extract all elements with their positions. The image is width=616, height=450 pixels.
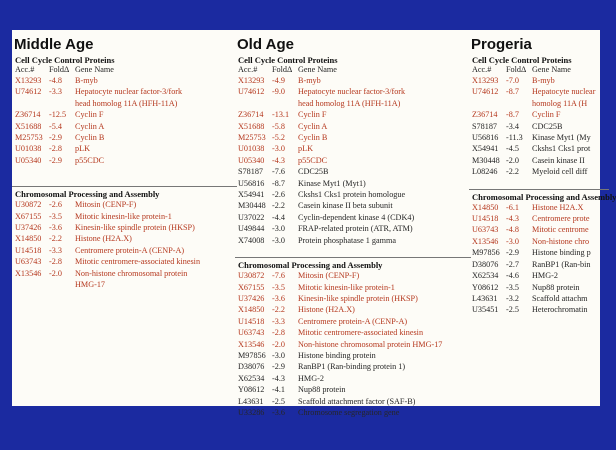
- table-row: [235, 293, 471, 304]
- accession-cell: L08246: [472, 167, 498, 177]
- table-row: [12, 211, 237, 222]
- fold-change-cell: -2.7: [506, 259, 519, 269]
- header-gene: Gene Name: [75, 65, 114, 74]
- table-row: [235, 109, 471, 120]
- accession-cell: U05340: [238, 155, 265, 165]
- fold-change-cell: -3.0: [272, 235, 285, 245]
- gene-name-cell: Centromere protein-A (CENP-A): [298, 316, 408, 326]
- accession-cell: X14850: [238, 305, 265, 315]
- accession-cell: X51688: [15, 121, 42, 131]
- gene-name-cell: p55CDC: [75, 155, 105, 165]
- fold-change-cell: -9.0: [272, 87, 285, 97]
- table-row: [469, 121, 609, 132]
- accession-cell: X13293: [472, 76, 499, 85]
- accession-cell: U01038: [238, 144, 265, 154]
- accession-cell: D38076: [472, 259, 499, 269]
- fold-change-cell: -3.5: [49, 211, 62, 221]
- fold-change-cell: -8.7: [506, 87, 519, 97]
- gene-name-cell: Mitosin (CENP-F): [75, 200, 137, 210]
- gene-name-cell: Hepatocyte nuclear: [532, 87, 596, 97]
- table-row: [12, 98, 237, 109]
- section-title-cell-cycle: Cell Cycle Control Proteins: [238, 55, 338, 65]
- accession-cell: M25753: [15, 133, 43, 143]
- table-row: [469, 224, 609, 235]
- fold-change-cell: -4.1: [272, 385, 285, 395]
- accession-cell: U56816: [472, 133, 499, 143]
- column-title: Middle Age: [14, 36, 94, 53]
- fold-change-cell: -4.3: [272, 373, 285, 383]
- fold-change-cell: [49, 98, 75, 109]
- table-row: [235, 304, 471, 315]
- gene-name-cell: Histone binding protein: [298, 350, 376, 360]
- gene-name-cell: Cyclin-dependent kinase 4 (CDK4): [298, 212, 415, 222]
- section-title-chromosomal: Chromosomal Processing and Assembly: [472, 191, 616, 202]
- table-row: [469, 166, 609, 177]
- gene-name-cell: p55CDC: [298, 155, 328, 165]
- gene-name-cell: head homolog 11A (HFH-11A): [75, 98, 178, 108]
- accession-cell: X13546: [238, 339, 265, 349]
- gene-name-cell: Scaffold attachm: [532, 293, 588, 303]
- table-row: [235, 86, 471, 97]
- accession-cell: X14850: [15, 234, 42, 244]
- gene-name-cell: pLK: [298, 144, 314, 154]
- table-row: [469, 202, 609, 213]
- table-row: [235, 166, 471, 177]
- accession-cell: X54941: [238, 190, 265, 200]
- divider: [12, 186, 237, 187]
- progeria-column: [469, 30, 616, 316]
- accession-cell: X13293: [15, 76, 42, 85]
- accession-cell: U74612: [15, 87, 42, 97]
- gene-name-cell: Hepatocyte nuclear factor-3/fork: [298, 87, 406, 97]
- table-header: [12, 65, 237, 75]
- fold-change-cell: -4.8: [49, 76, 62, 85]
- table-row: [469, 293, 609, 304]
- table-row: [12, 121, 237, 132]
- fold-change-cell: -3.3: [272, 316, 285, 326]
- divider: [469, 189, 609, 190]
- table-row: [235, 178, 471, 189]
- accession-cell: X62534: [472, 271, 499, 281]
- fold-change-cell: -3.6: [272, 293, 285, 303]
- gene-name-cell: Kinase Myt1 (My: [532, 133, 591, 143]
- fold-change-cell: -2.6: [272, 190, 285, 200]
- table-row: [12, 199, 237, 210]
- accession-cell: U63743: [238, 328, 265, 338]
- table-row: [235, 132, 471, 143]
- table-row: [12, 132, 237, 143]
- table-row: [235, 316, 471, 327]
- section-title-chromosomal: Chromosomal Processing and Assembly: [15, 189, 160, 200]
- column-title: Progeria: [471, 36, 532, 53]
- accession-cell: U14518: [472, 214, 499, 224]
- table-row: [235, 75, 471, 86]
- fold-change-cell: -2.0: [506, 155, 519, 165]
- gene-name-cell: Nup88 protein: [298, 385, 346, 395]
- accession-cell: M30448: [472, 155, 500, 165]
- table-row: [469, 213, 609, 224]
- fold-change-cell: -7.0: [506, 76, 519, 85]
- table-row: [469, 155, 609, 166]
- accession-cell: U37426: [238, 293, 265, 303]
- divider: [235, 257, 471, 258]
- table-row: [469, 236, 609, 247]
- gene-name-cell: Mitotic kinesin-like protein-1: [298, 282, 395, 292]
- fold-change-cell: -2.2: [49, 234, 62, 244]
- fold-change-cell: -3.0: [272, 350, 285, 360]
- table-row: [235, 361, 471, 372]
- table-row: [12, 75, 237, 86]
- header-fold: FoldΔ: [49, 65, 70, 74]
- fold-change-cell: -3.0: [272, 224, 285, 234]
- fold-change-cell: -4.5: [506, 144, 519, 154]
- accession-cell: U05340: [15, 155, 42, 165]
- gene-name-cell: Chromosome segregation gene: [298, 407, 400, 417]
- fold-change-cell: -5.4: [49, 121, 62, 131]
- gene-name-cell: Histone (H2A.X): [75, 234, 132, 244]
- accession-cell: X51688: [238, 121, 265, 131]
- gene-name-cell: Histone H2A.X: [532, 202, 584, 212]
- accession-cell: U35451: [472, 305, 499, 315]
- accession-cell: U74612: [238, 87, 265, 97]
- fold-change-cell: -2.2: [506, 167, 519, 177]
- table-row: [235, 373, 471, 384]
- chromosomal-rows: [235, 270, 471, 418]
- header-fold: FoldΔ: [272, 65, 293, 74]
- table-row: [469, 86, 609, 97]
- gene-name-cell: B-myb: [298, 76, 321, 85]
- accession-cell: D38076: [238, 362, 265, 372]
- accession-cell: U37426: [15, 223, 42, 233]
- fold-change-cell: -2.2: [272, 201, 285, 211]
- header-gene: Gene Name: [532, 65, 571, 74]
- gene-name-cell: CDC25B: [298, 167, 329, 177]
- gene-name-cell: Kinase Myt1 (Myt1): [298, 178, 366, 188]
- gene-name-cell: Non-histone chro: [532, 236, 590, 246]
- fold-change-cell: -2.9: [49, 155, 62, 165]
- fold-change-cell: [49, 279, 75, 290]
- fold-change-cell: -7.6: [272, 167, 285, 177]
- fold-change-cell: -3.2: [506, 293, 519, 303]
- column-title: Old Age: [237, 36, 294, 53]
- gene-name-cell: FRAP-related protein (ATR, ATM): [298, 224, 413, 234]
- table-row: [235, 212, 471, 223]
- accession-cell: U30872: [15, 200, 42, 210]
- fold-change-cell: -12.5: [49, 110, 67, 120]
- fold-change-cell: -4.6: [506, 271, 519, 281]
- chromosomal-rows: [12, 199, 237, 290]
- table-row: [12, 233, 237, 244]
- header-gene: Gene Name: [298, 65, 337, 74]
- gene-name-cell: Mitosin (CENP-F): [298, 271, 360, 281]
- header-acc: Acc.#: [472, 65, 492, 74]
- fold-change-cell: -7.6: [272, 271, 285, 281]
- section-title-chromosomal: Chromosomal Processing and Assembly: [238, 260, 383, 271]
- table-row: [12, 268, 237, 279]
- fold-change-cell: -3.4: [506, 121, 519, 131]
- table-row: [469, 247, 609, 258]
- table-row: [235, 339, 471, 350]
- table-row: [235, 235, 471, 246]
- accession-cell: M30448: [238, 201, 266, 211]
- fold-change-cell: -4.4: [272, 212, 285, 222]
- accession-cell: U30872: [238, 271, 265, 281]
- table-row: [235, 155, 471, 166]
- accession-cell: Z36714: [15, 110, 41, 120]
- table-row: [12, 222, 237, 233]
- fold-change-cell: -2.9: [506, 248, 519, 258]
- gene-name-cell: Cyclin B: [75, 133, 105, 143]
- table-row: [469, 132, 609, 143]
- table-row: [235, 396, 471, 407]
- gene-name-cell: Cyclin A: [75, 121, 105, 131]
- fold-change-cell: [272, 98, 298, 109]
- table-row: [12, 109, 237, 120]
- gene-name-cell: Ckshs1 Cks1 prot: [532, 144, 591, 154]
- accession-cell: X62534: [238, 373, 265, 383]
- table-row: [12, 256, 237, 267]
- fold-change-cell: [506, 98, 532, 109]
- accession-cell: U56816: [238, 178, 265, 188]
- table-row: [469, 75, 609, 86]
- gene-name-cell: Cyclin F: [298, 110, 327, 120]
- accession-cell: S78187: [238, 167, 264, 177]
- accession-cell: [472, 98, 506, 109]
- header-fold: FoldΔ: [506, 65, 527, 74]
- table-header: [469, 65, 609, 75]
- table-row: [469, 98, 609, 109]
- fold-change-cell: -3.5: [272, 282, 285, 292]
- table-row: [235, 282, 471, 293]
- fold-change-cell: -2.8: [49, 257, 62, 267]
- fold-change-cell: -3.6: [272, 407, 285, 417]
- accession-cell: M97856: [472, 248, 500, 258]
- table-row: [235, 327, 471, 338]
- accession-cell: [238, 98, 272, 109]
- table-row: [235, 270, 471, 281]
- gene-name-cell: Non-histone chromosomal protein: [75, 268, 188, 278]
- table-row: [235, 200, 471, 211]
- accession-cell: U01038: [15, 144, 42, 154]
- accession-cell: Z36714: [472, 110, 498, 120]
- fold-change-cell: -4.3: [272, 155, 285, 165]
- fold-change-cell: -3.3: [49, 245, 62, 255]
- table-row: [469, 270, 609, 281]
- fold-change-cell: -3.3: [49, 87, 62, 97]
- gene-name-cell: Histone (H2A.X): [298, 305, 355, 315]
- gene-name-cell: B-myb: [532, 76, 555, 85]
- fold-change-cell: -4.8: [506, 225, 519, 235]
- fold-change-cell: -2.2: [272, 305, 285, 315]
- accession-cell: X13546: [15, 268, 42, 278]
- fold-change-cell: -2.9: [272, 362, 285, 372]
- accession-cell: S78187: [472, 121, 498, 131]
- gene-name-cell: Cyclin F: [532, 110, 561, 120]
- cell-cycle-rows: [469, 75, 609, 178]
- middle-age-column: [12, 30, 237, 291]
- accession-cell: U63743: [15, 257, 42, 267]
- old-age-column: [235, 30, 471, 418]
- gene-name-cell: head homolog 11A (HFH-11A): [298, 98, 401, 108]
- table-row: [235, 143, 471, 154]
- gene-name-cell: Ckshs1 Cks1 protein homologue: [298, 190, 406, 200]
- gene-name-cell: Hepatocyte nuclear factor-3/fork: [75, 87, 183, 97]
- table-row: [12, 279, 237, 290]
- section-title-cell-cycle: Cell Cycle Control Proteins: [15, 55, 115, 65]
- fold-change-cell: -3.0: [506, 236, 519, 246]
- header-acc: Acc.#: [15, 65, 35, 74]
- table-row: [12, 86, 237, 97]
- gene-name-cell: Nup88 protein: [532, 282, 580, 292]
- gene-name-cell: Centromere protein-A (CENP-A): [75, 245, 185, 255]
- gene-name-cell: HMG-2: [532, 271, 558, 281]
- gene-name-cell: Protein phosphatase 1 gamma: [298, 235, 397, 245]
- table-header: [235, 65, 471, 75]
- table-row: [235, 121, 471, 132]
- gene-name-cell: Histone binding p: [532, 248, 591, 258]
- fold-change-cell: -2.9: [49, 133, 62, 143]
- accession-cell: X74008: [238, 235, 265, 245]
- fold-change-cell: -2.0: [272, 339, 285, 349]
- table-row: [12, 245, 237, 256]
- gene-name-cell: Heterochromatin: [532, 305, 588, 315]
- table-row: [12, 143, 237, 154]
- gene-name-cell: Non-histone chromosomal protein HMG-17: [298, 339, 443, 349]
- accession-cell: U63743: [472, 225, 499, 235]
- accession-cell: M97856: [238, 350, 266, 360]
- accession-cell: X67155: [238, 282, 265, 292]
- fold-change-cell: -11.3: [506, 133, 523, 143]
- gene-name-cell: Mitotic kinesin-like protein-1: [75, 211, 172, 221]
- table-row: [235, 189, 471, 200]
- gene-name-cell: Mitotic centromere-associated kinesin: [298, 328, 424, 338]
- fold-change-cell: -3.5: [506, 282, 519, 292]
- accession-cell: [15, 98, 49, 109]
- table-row: [235, 223, 471, 234]
- fold-change-cell: -13.1: [272, 110, 290, 120]
- accession-cell: U33286: [238, 407, 265, 417]
- accession-cell: L43631: [472, 293, 498, 303]
- gene-name-cell: Mitotic centrome: [532, 225, 589, 235]
- accession-cell: X13293: [238, 76, 265, 85]
- table-row: [469, 282, 609, 293]
- gene-name-cell: Scaffold attachment factor (SAF-B): [298, 396, 416, 406]
- fold-change-cell: -8.7: [506, 110, 519, 120]
- accession-cell: Z36714: [238, 110, 264, 120]
- gene-name-cell: Kinesin-like spindle protein (HKSP): [75, 223, 195, 233]
- gene-name-cell: CDC25B: [532, 121, 563, 131]
- fold-change-cell: -5.8: [272, 121, 285, 131]
- table-row: [235, 407, 471, 418]
- table-row: [235, 384, 471, 395]
- fold-change-cell: -3.0: [272, 144, 285, 154]
- fold-change-cell: -8.7: [272, 178, 285, 188]
- cell-cycle-rows: [12, 75, 237, 166]
- table-row: [235, 350, 471, 361]
- chromosomal-rows: [469, 202, 609, 316]
- gene-name-cell: Cyclin F: [75, 110, 104, 120]
- gene-name-cell: HMG-17: [75, 280, 106, 290]
- accession-cell: X54941: [472, 144, 499, 154]
- header-acc: Acc.#: [238, 65, 258, 74]
- gene-name-cell: RanBP1 (Ran-binding protein 1): [298, 362, 406, 372]
- gene-name-cell: Casein kinase II beta subunit: [298, 201, 393, 211]
- accession-cell: U14518: [15, 245, 42, 255]
- gene-name-cell: HMG-2: [298, 373, 324, 383]
- table-row: [469, 109, 609, 120]
- gene-name-cell: Casein kinase II: [532, 155, 585, 165]
- gene-name-cell: Centromere prote: [532, 214, 590, 224]
- table-row: [12, 155, 237, 166]
- fold-change-cell: -2.0: [49, 268, 62, 278]
- fold-change-cell: -2.6: [49, 200, 62, 210]
- gene-name-cell: Cyclin B: [298, 133, 328, 143]
- gene-name-cell: RanBP1 (Ran-bin: [532, 259, 591, 269]
- gene-name-cell: Kinesin-like spindle protein (HKSP): [298, 293, 418, 303]
- accession-cell: X13546: [472, 236, 499, 246]
- fold-change-cell: -2.5: [272, 396, 285, 406]
- gene-name-cell: Myeloid cell diff: [532, 167, 588, 177]
- fold-change-cell: -5.2: [272, 133, 285, 143]
- fold-change-cell: -6.1: [506, 202, 519, 212]
- cell-cycle-rows: [235, 75, 471, 246]
- section-title-cell-cycle: Cell Cycle Control Proteins: [472, 55, 572, 65]
- fold-change-cell: -2.5: [506, 305, 519, 315]
- table-row: [469, 143, 609, 154]
- accession-cell: U14518: [238, 316, 265, 326]
- accession-cell: U49844: [238, 224, 265, 234]
- table-row: [469, 259, 609, 270]
- fold-change-cell: -4.3: [506, 214, 519, 224]
- gene-name-cell: pLK: [75, 144, 91, 154]
- accession-cell: U74612: [472, 87, 499, 97]
- accession-cell: U37022: [238, 212, 265, 222]
- accession-cell: [15, 279, 49, 290]
- gene-name-cell: homolog 11A (H: [532, 98, 588, 108]
- table-row: [235, 98, 471, 109]
- table-row: [469, 304, 609, 315]
- accession-cell: Y08612: [238, 385, 265, 395]
- fold-change-cell: -2.8: [272, 328, 285, 338]
- fold-change-cell: -4.9: [272, 76, 285, 85]
- gene-name-cell: Cyclin A: [298, 121, 328, 131]
- accession-cell: Y08612: [472, 282, 499, 292]
- accession-cell: X14850: [472, 202, 499, 212]
- gene-name-cell: Mitotic centromere-associated kinesin: [75, 257, 201, 267]
- accession-cell: L43631: [238, 396, 264, 406]
- accession-cell: M25753: [238, 133, 266, 143]
- fold-change-cell: -2.8: [49, 144, 62, 154]
- fold-change-cell: -3.6: [49, 223, 62, 233]
- gene-name-cell: B-myb: [75, 76, 98, 85]
- accession-cell: X67155: [15, 211, 42, 221]
- scanned-table-page: [12, 30, 616, 417]
